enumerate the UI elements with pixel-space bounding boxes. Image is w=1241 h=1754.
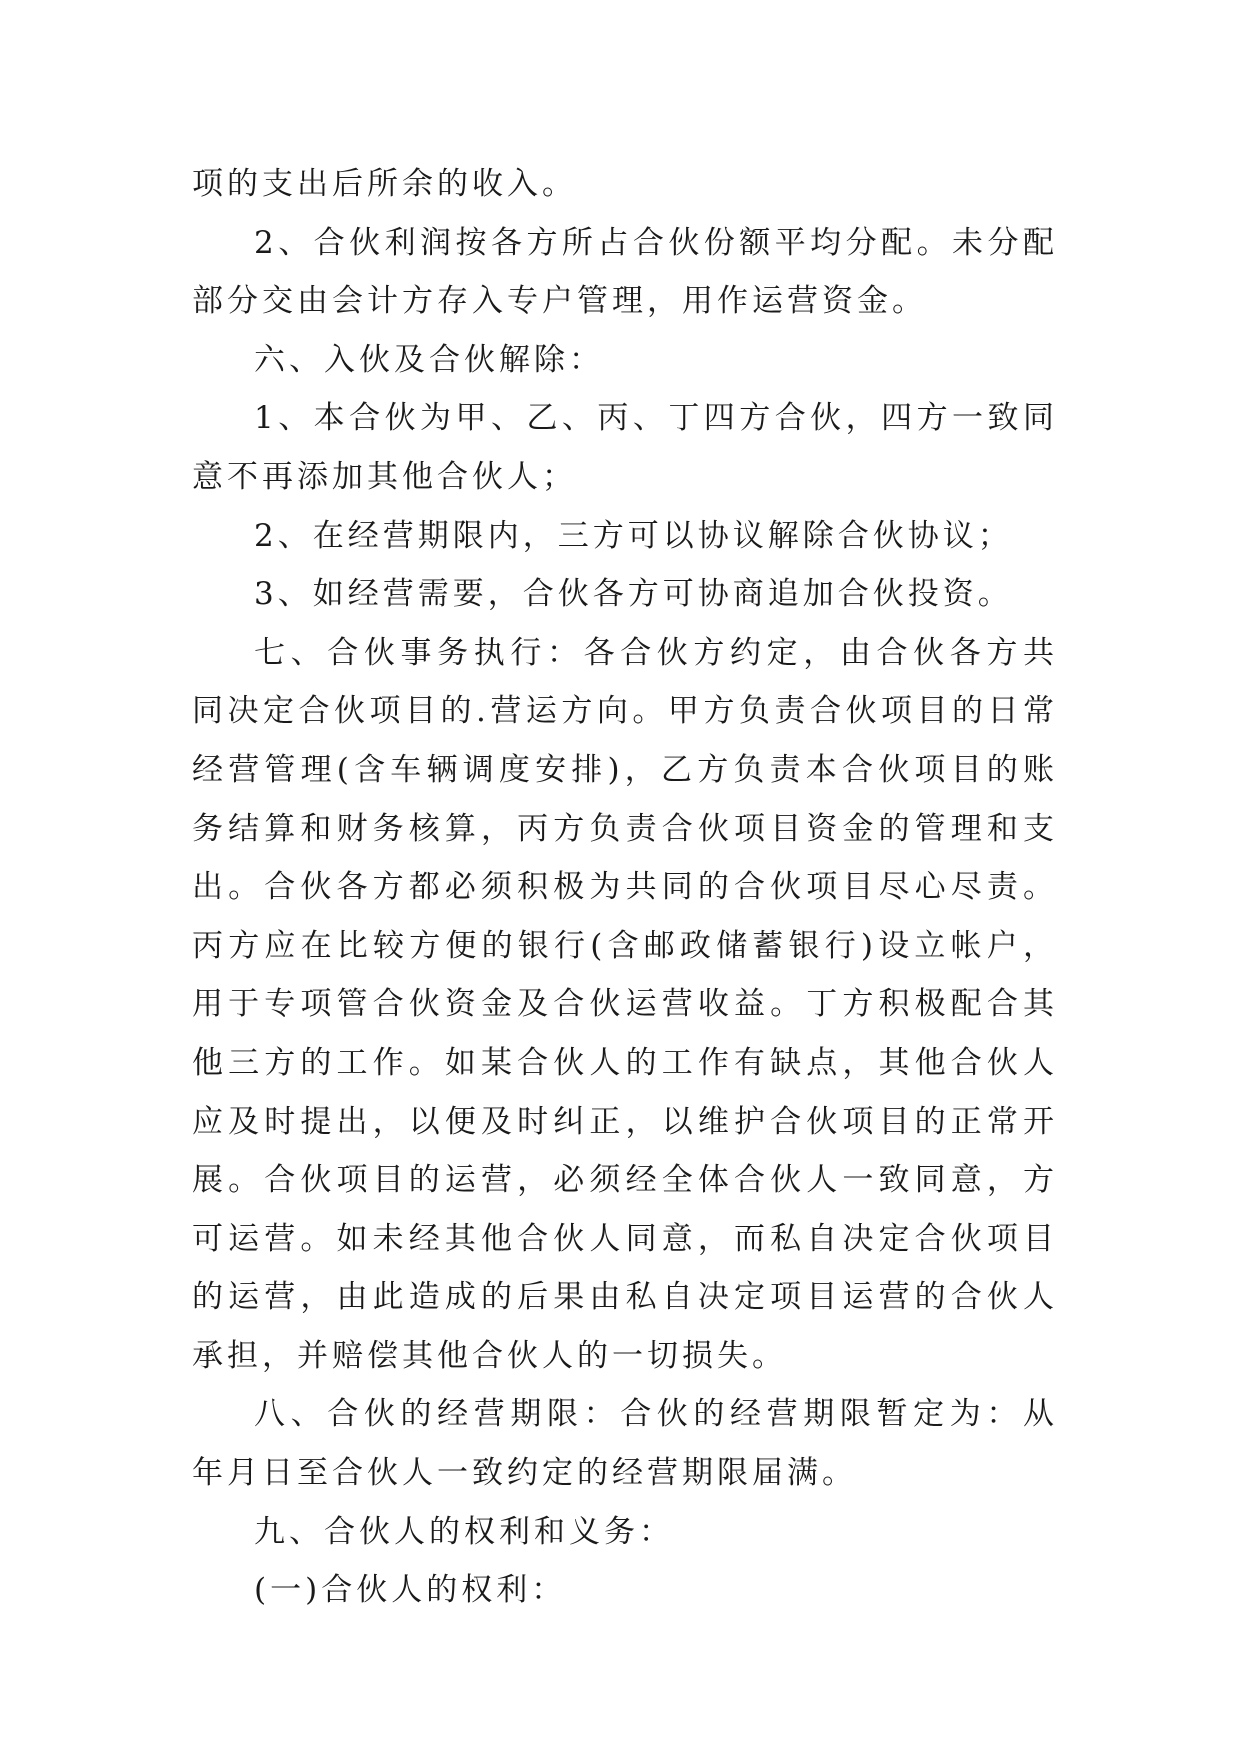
section-seven-affairs: 七、合伙事务执行：各合伙方约定，由合伙各方共同决定合伙项目的.营运方向。甲方负责合伙项目的日常经营管理(含车辆调度安排)，乙方负责本合伙项目的账务结算和财务核算，丙方负责合伙项目资金的管理和支出。合伙各方都必须积极为共同的合伙项目尽心尽责。丙方应在比较方便的银行(含邮政储蓄银行)设立帐户，用于专项管合伙资金及合伙运营收益。丁方积极配合其他三方的工作。如某合伙人的工作有缺点，其他合伙人应及时提出，以便及时纠正，以维护合伙项目的正常开展。合伙项目的运营，必须经全体合伙人一致同意，方可运营。如未经其他合伙人同意，而私自决定合伙项目的运营，由此造成的后果由私自决定项目运营的合伙人承担，并赔偿其他合伙人的一切损失。	[192, 634, 1058, 1374]
section-heading-nine: 九、合伙人的权利和义务：	[254, 1513, 674, 1550]
paragraph-item-2: 2、在经营期限内，三方可以协议解除合伙协议；	[254, 517, 1013, 554]
document-body	[192, 155, 1058, 1620]
section-eight-term: 八、合伙的经营期限：合伙的经营期限暂定为：从年月日至合伙人一致约定的经营期限届满。	[192, 1396, 1058, 1492]
paragraph-continuation: 项的支出后所余的收入。	[192, 166, 577, 202]
subsection-rights: (一)合伙人的权利：	[254, 1572, 567, 1609]
paragraph-profit-distribution: 2、合伙利润按各方所占合伙份额平均分配。未分配部分交由会计方存入专户管理，用作运营资金。	[192, 224, 1058, 320]
section-heading-six: 六、入伙及合伙解除：	[254, 341, 604, 378]
paragraph-item-1: 1、本合伙为甲、乙、丙、丁四方合伙，四方一致同意不再添加其他合伙人；	[192, 400, 1058, 495]
paragraph-item-3: 3、如经营需要，合伙各方可协商追加合伙投资。	[254, 576, 1013, 613]
